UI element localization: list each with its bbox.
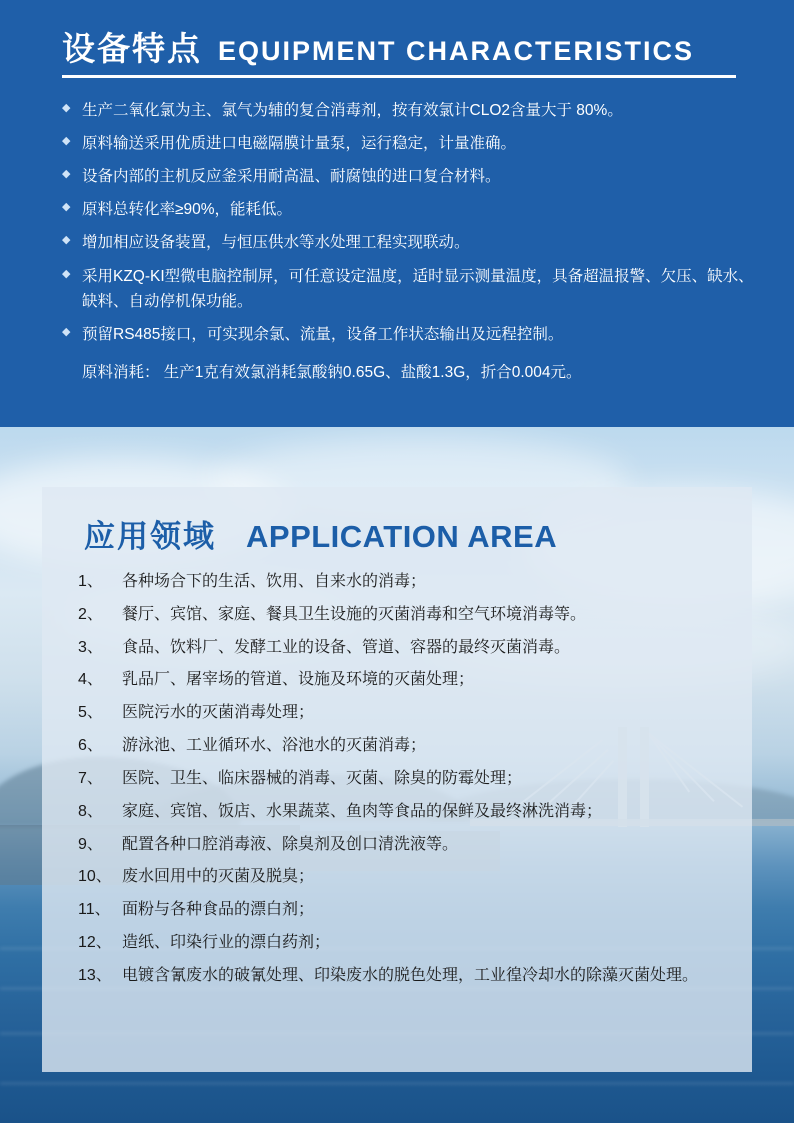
list-item xyxy=(78,767,722,791)
raw-material-consumption-note: 原料消耗： 生产1克有效氯消耗氯酸钠0.65G、盐酸1.3G，折合0.004元。 xyxy=(82,363,582,381)
diamond-bullet-icon: ◆ xyxy=(62,234,71,247)
list-item-number: 10、 xyxy=(78,868,112,886)
list-item xyxy=(78,570,722,594)
equipment-characteristics-section xyxy=(0,0,794,427)
list-item xyxy=(62,164,754,189)
list-item-text: 配置各种口腔消毒液、除臭剂及创口清洗液等。 xyxy=(122,835,459,853)
feature-text: 增加相应设备装置，与恒压供水等水处理工程实现联动。 xyxy=(82,234,470,252)
list-item-text: 废水回用中的灭菌及脱臭； xyxy=(122,868,315,886)
list-item xyxy=(78,865,722,889)
list-item-text: 医院污水的灭菌消毒处理； xyxy=(122,704,315,722)
feature-text: 原料输送采用优质进口电磁隔膜计量泵，运行稳定，计量准确。 xyxy=(82,135,517,153)
list-item-number: 11、 xyxy=(78,901,111,919)
list-item-number: 1、 xyxy=(78,573,103,590)
list-item xyxy=(78,833,722,857)
list-item xyxy=(62,264,754,314)
equipment-content xyxy=(0,0,794,386)
diamond-bullet-icon: ◆ xyxy=(62,325,71,338)
application-title-chinese: 应用领域 xyxy=(84,519,216,554)
list-item xyxy=(78,800,722,824)
application-area-section xyxy=(0,427,794,1123)
feature-text: 设备内部的主机反应釜采用耐高温、耐腐蚀的进口复合材料。 xyxy=(82,168,501,186)
list-item xyxy=(62,197,754,222)
list-item xyxy=(62,131,754,156)
list-item xyxy=(62,322,754,347)
list-item-text: 乳品厂、屠宰场的管道、设施及环境的灭菌处理； xyxy=(122,671,475,689)
feature-text: 生产二氧化氯为主、氯气为辅的复合消毒剂，按有效氯计CLO2含量大于 80%。 xyxy=(82,102,623,119)
list-item-text: 游泳池、工业循环水、浴池水的灭菌消毒； xyxy=(122,737,427,755)
list-item-text: 家庭、宾馆、饭店、水果蔬菜、鱼肉等食品的保鲜及最终淋洗消毒； xyxy=(122,802,603,820)
list-item xyxy=(62,230,754,255)
diamond-bullet-icon: ◆ xyxy=(62,102,71,114)
list-item-number: 8、 xyxy=(78,802,103,820)
diamond-bullet-icon: ◆ xyxy=(62,201,71,214)
diamond-bullet-icon: ◆ xyxy=(62,267,71,280)
list-item-number: 4、 xyxy=(78,671,103,689)
list-item-text: 各种场合下的生活、饮用、自来水的消毒； xyxy=(122,573,427,590)
application-area-card xyxy=(42,487,752,1072)
list-item xyxy=(78,603,722,627)
equipment-title-chinese: 设备特点 xyxy=(62,30,202,67)
list-item-number: 6、 xyxy=(78,737,103,755)
list-item-text: 电镀含氰废水的破氰处理、印染废水的脱色处理，工业徨冷却水的除藻灭菌处理。 xyxy=(122,966,699,984)
diamond-bullet-icon: ◆ xyxy=(62,135,71,148)
list-item-text: 食品、饮料厂、发酵工业的设备、管道、容器的最终灭菌消毒。 xyxy=(122,638,571,656)
list-item xyxy=(78,931,722,955)
feature-text: 采用KZQ-KI型微电脑控制屏，可任意设定温度，适时显示测量温度，具备超温报警、欠压、缺水、缺料、自动停机保功能。 xyxy=(82,267,754,310)
equipment-feature-list xyxy=(62,98,754,347)
list-item xyxy=(78,668,722,692)
list-item-number: 13、 xyxy=(78,966,112,984)
diamond-bullet-icon: ◆ xyxy=(62,168,71,181)
list-item-text: 餐厅、宾馆、家庭、餐具卫生设施的灭菌消毒和空气环境消毒等。 xyxy=(122,605,587,623)
list-item xyxy=(78,964,722,988)
list-item-text: 医院、卫生、临床器械的消毒、灭菌、除臭的防霉处理； xyxy=(122,769,523,787)
water-wave xyxy=(0,1082,794,1085)
feature-text: 预留RS485接口，可实现余氯、流量，设备工作状态输出及远程控制。 xyxy=(82,325,564,343)
list-item-number: 5、 xyxy=(78,704,103,722)
list-item xyxy=(78,898,722,922)
application-heading xyxy=(84,521,722,552)
list-item-number: 2、 xyxy=(78,605,103,623)
application-list xyxy=(72,570,722,988)
list-item xyxy=(78,734,722,758)
list-item-number: 3、 xyxy=(78,638,103,656)
list-item-text: 造纸、印染行业的漂白药剂； xyxy=(122,933,331,951)
equipment-heading xyxy=(62,32,736,78)
list-item xyxy=(78,636,722,660)
list-item-number: 7、 xyxy=(78,769,103,787)
feature-text: 原料总转化率≥90%，能耗低。 xyxy=(82,201,293,219)
list-item xyxy=(78,701,722,725)
equipment-title-english: EQUIPMENT CHARACTERISTICS xyxy=(218,36,695,66)
list-item-text: 面粉与各种食品的漂白剂； xyxy=(122,901,315,919)
list-item-number: 9、 xyxy=(78,835,103,853)
list-item-number: 12、 xyxy=(78,933,112,951)
list-item xyxy=(62,98,754,123)
application-title-english: APPLICATION AREA xyxy=(246,519,558,554)
